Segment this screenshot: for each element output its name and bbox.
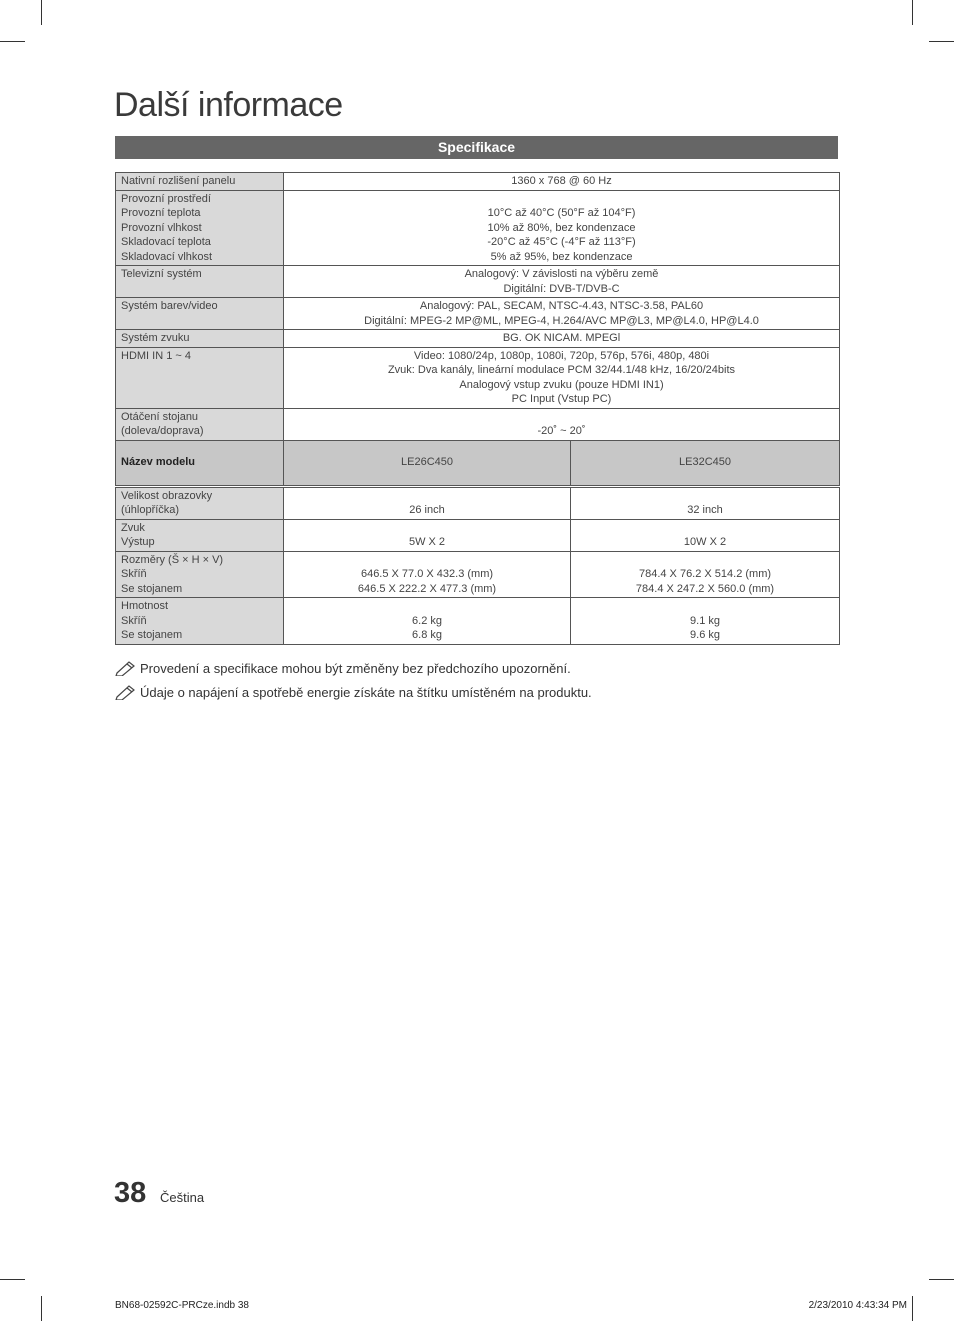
spec-label bbox=[116, 519, 284, 551]
spec-value-model-b bbox=[571, 598, 840, 645]
crop-mark bbox=[912, 0, 913, 25]
footer-file: BN68-02592C-PRCze.indb 38 bbox=[115, 1300, 249, 1311]
spec-value-model-a bbox=[284, 551, 571, 598]
spec-label-line: Skříň bbox=[121, 568, 147, 580]
table-row bbox=[116, 347, 840, 408]
table-row bbox=[116, 551, 840, 598]
spec-value-line: Analogový: PAL, SECAM, NTSC-4.43, NTSC-3.58, PAL60 bbox=[419, 300, 704, 312]
spec-value-model-a-line: 646.5 X 222.2 X 477.3 (mm) bbox=[357, 582, 497, 595]
spec-label-line: Skladovací vlhkost bbox=[121, 250, 213, 263]
spec-value-line: -20°C až 45°C (-4°F až 113°F) bbox=[487, 236, 636, 248]
note-item bbox=[115, 656, 835, 680]
spec-value-line: 1360 x 768 @ 60 Hz bbox=[511, 175, 612, 187]
spec-label-line: HDMI IN 1 ~ 4 bbox=[121, 349, 191, 362]
spec-value-line: PC Input (Vstup PC) bbox=[511, 393, 612, 405]
spec-label-line: Provozní vlhkost bbox=[121, 221, 202, 234]
spec-value-model-b-line: 784.4 X 247.2 X 560.0 (mm) bbox=[635, 582, 775, 595]
model-row bbox=[116, 440, 840, 485]
crop-mark bbox=[912, 1296, 913, 1321]
spec-value-line: 10°C až 40°C (50°F až 104°F) bbox=[487, 207, 636, 219]
spec-label bbox=[116, 347, 284, 408]
spec-value-line: 5% až 95%, bez kondenzace bbox=[490, 250, 633, 263]
spec-label bbox=[116, 487, 284, 519]
spec-value-line: 10% až 80%, bez kondenzace bbox=[487, 221, 636, 234]
section-title: Specifikace bbox=[115, 136, 838, 159]
crop-mark bbox=[0, 41, 25, 42]
spec-value-model-b-line: 9.1 kg bbox=[690, 614, 720, 627]
spec-label-line: Se stojanem bbox=[121, 629, 183, 641]
table-row bbox=[116, 173, 840, 191]
spec-value bbox=[284, 347, 840, 408]
spec-value-model-a bbox=[284, 487, 571, 519]
spec-label-line: Hmotnost bbox=[121, 600, 169, 612]
spec-label-line: Rozměry (Š × H × V) bbox=[121, 553, 224, 566]
spec-value-line: BG. OK NICAM. MPEGl bbox=[502, 332, 621, 344]
spec-label-line: Skladovací teplota bbox=[121, 236, 211, 248]
spec-value-model-a-line: 26 inch bbox=[409, 504, 445, 516]
table-row bbox=[116, 190, 840, 266]
table-row bbox=[116, 598, 840, 645]
spec-value bbox=[284, 173, 840, 191]
crop-mark bbox=[41, 0, 42, 25]
page-number: 38 bbox=[114, 1177, 147, 1209]
table-row bbox=[116, 298, 840, 330]
table-row bbox=[116, 408, 840, 440]
crop-mark bbox=[929, 41, 954, 42]
crop-mark bbox=[41, 1296, 42, 1321]
spec-value bbox=[284, 190, 840, 266]
spec-value-model-b bbox=[571, 519, 840, 551]
spec-value-model-a-line: 6.8 kg bbox=[412, 629, 442, 641]
spec-label-line: Skříň bbox=[121, 614, 147, 627]
spec-value-model-a-line: 6.2 kg bbox=[412, 614, 442, 627]
spec-value bbox=[284, 408, 840, 440]
spec-value-model-b-line: 9.6 kg bbox=[690, 629, 720, 641]
crop-mark bbox=[0, 1279, 25, 1280]
table-row bbox=[116, 519, 840, 551]
page-title: Další informace bbox=[114, 86, 343, 124]
table-row bbox=[116, 330, 840, 348]
spec-label-line: Systém barev/video bbox=[121, 300, 218, 312]
spec-value-line: Zvuk: Dva kanály, lineární modulace PCM 32/44.1/48 kHz, 16/20/24bits bbox=[387, 364, 736, 376]
spec-value-model-a bbox=[284, 519, 571, 551]
spec-value-model-b bbox=[571, 551, 840, 598]
model-label: Název modelu bbox=[116, 440, 284, 485]
spec-label bbox=[116, 408, 284, 440]
page-language: Čeština bbox=[160, 1190, 205, 1205]
spec-value-line: Analogový: V závislosti na výběru země bbox=[464, 268, 659, 280]
pencil-note-icon bbox=[115, 684, 137, 700]
spec-label bbox=[116, 551, 284, 598]
spec-label bbox=[116, 173, 284, 191]
spec-label-line: Televizní systém bbox=[121, 268, 202, 280]
crop-mark bbox=[929, 1279, 954, 1280]
footer-timestamp: 2/23/2010 4:43:34 PM bbox=[808, 1300, 907, 1311]
spec-value bbox=[284, 298, 840, 330]
spec-label bbox=[116, 598, 284, 645]
spec-label-line: Systém zvuku bbox=[121, 332, 190, 344]
table-row bbox=[116, 266, 840, 298]
spec-value-line: Analogový vstup zvuku (pouze HDMI IN1) bbox=[459, 378, 664, 391]
spec-label-line: (úhlopříčka) bbox=[121, 504, 180, 516]
spec-table bbox=[115, 172, 840, 645]
spec-value bbox=[284, 330, 840, 348]
spec-label-line: Velikost obrazovky bbox=[121, 489, 213, 502]
spec-label-line: Otáčení stojanu bbox=[121, 410, 199, 423]
spec-label bbox=[116, 298, 284, 330]
spec-value-model-a-line: 5W X 2 bbox=[408, 536, 446, 548]
spec-value-model-a-line: 646.5 X 77.0 X 432.3 (mm) bbox=[360, 568, 494, 580]
table-row bbox=[116, 487, 840, 519]
spec-label bbox=[116, 330, 284, 348]
spec-label-line: (doleva/doprava) bbox=[121, 425, 204, 437]
spec-label-line: Nativní rozlišení panelu bbox=[121, 175, 236, 187]
spec-value-line: Digitální: MPEG-2 MP@ML, MPEG-4, H.264/AVC MP@L3, MP@L4.0, HP@L4.0 bbox=[364, 314, 759, 327]
spec-label-line: Provozní teplota bbox=[121, 207, 201, 219]
spec-value-model-b-line: 784.4 X 76.2 X 514.2 (mm) bbox=[638, 568, 772, 580]
spec-label-line: Výstup bbox=[121, 536, 155, 548]
spec-value-line: -20˚ ~ 20˚ bbox=[537, 425, 586, 437]
note-text: Provedení a specifikace mohou být změněny bez předchozího upozornění. bbox=[140, 660, 571, 676]
spec-label-line: Se stojanem bbox=[121, 582, 183, 595]
spec-label bbox=[116, 190, 284, 266]
spec-value-model-b-line: 32 inch bbox=[687, 504, 723, 516]
spec-label-line: Provozní prostředí bbox=[121, 192, 211, 205]
model-name: LE32C450 bbox=[571, 440, 840, 485]
spec-value-model-b-line: 10W X 2 bbox=[683, 536, 727, 548]
spec-value-line: Digitální: DVB-T/DVB-C bbox=[503, 282, 620, 295]
spec-value bbox=[284, 266, 840, 298]
spec-value-line: Video: 1080/24p, 1080p, 1080i, 720p, 576p, 576i, 480p, 480i bbox=[413, 349, 710, 362]
pencil-note-icon bbox=[115, 660, 137, 676]
model-name: LE26C450 bbox=[284, 440, 571, 485]
note-item bbox=[115, 680, 835, 704]
spec-value-model-a bbox=[284, 598, 571, 645]
spec-value-model-b bbox=[571, 487, 840, 519]
spec-label bbox=[116, 266, 284, 298]
note-text: Údaje o napájení a spotřebě energie získáte na štítku umístěném na produktu. bbox=[140, 684, 592, 700]
notes bbox=[115, 656, 835, 704]
spec-label-line: Zvuk bbox=[121, 521, 145, 534]
